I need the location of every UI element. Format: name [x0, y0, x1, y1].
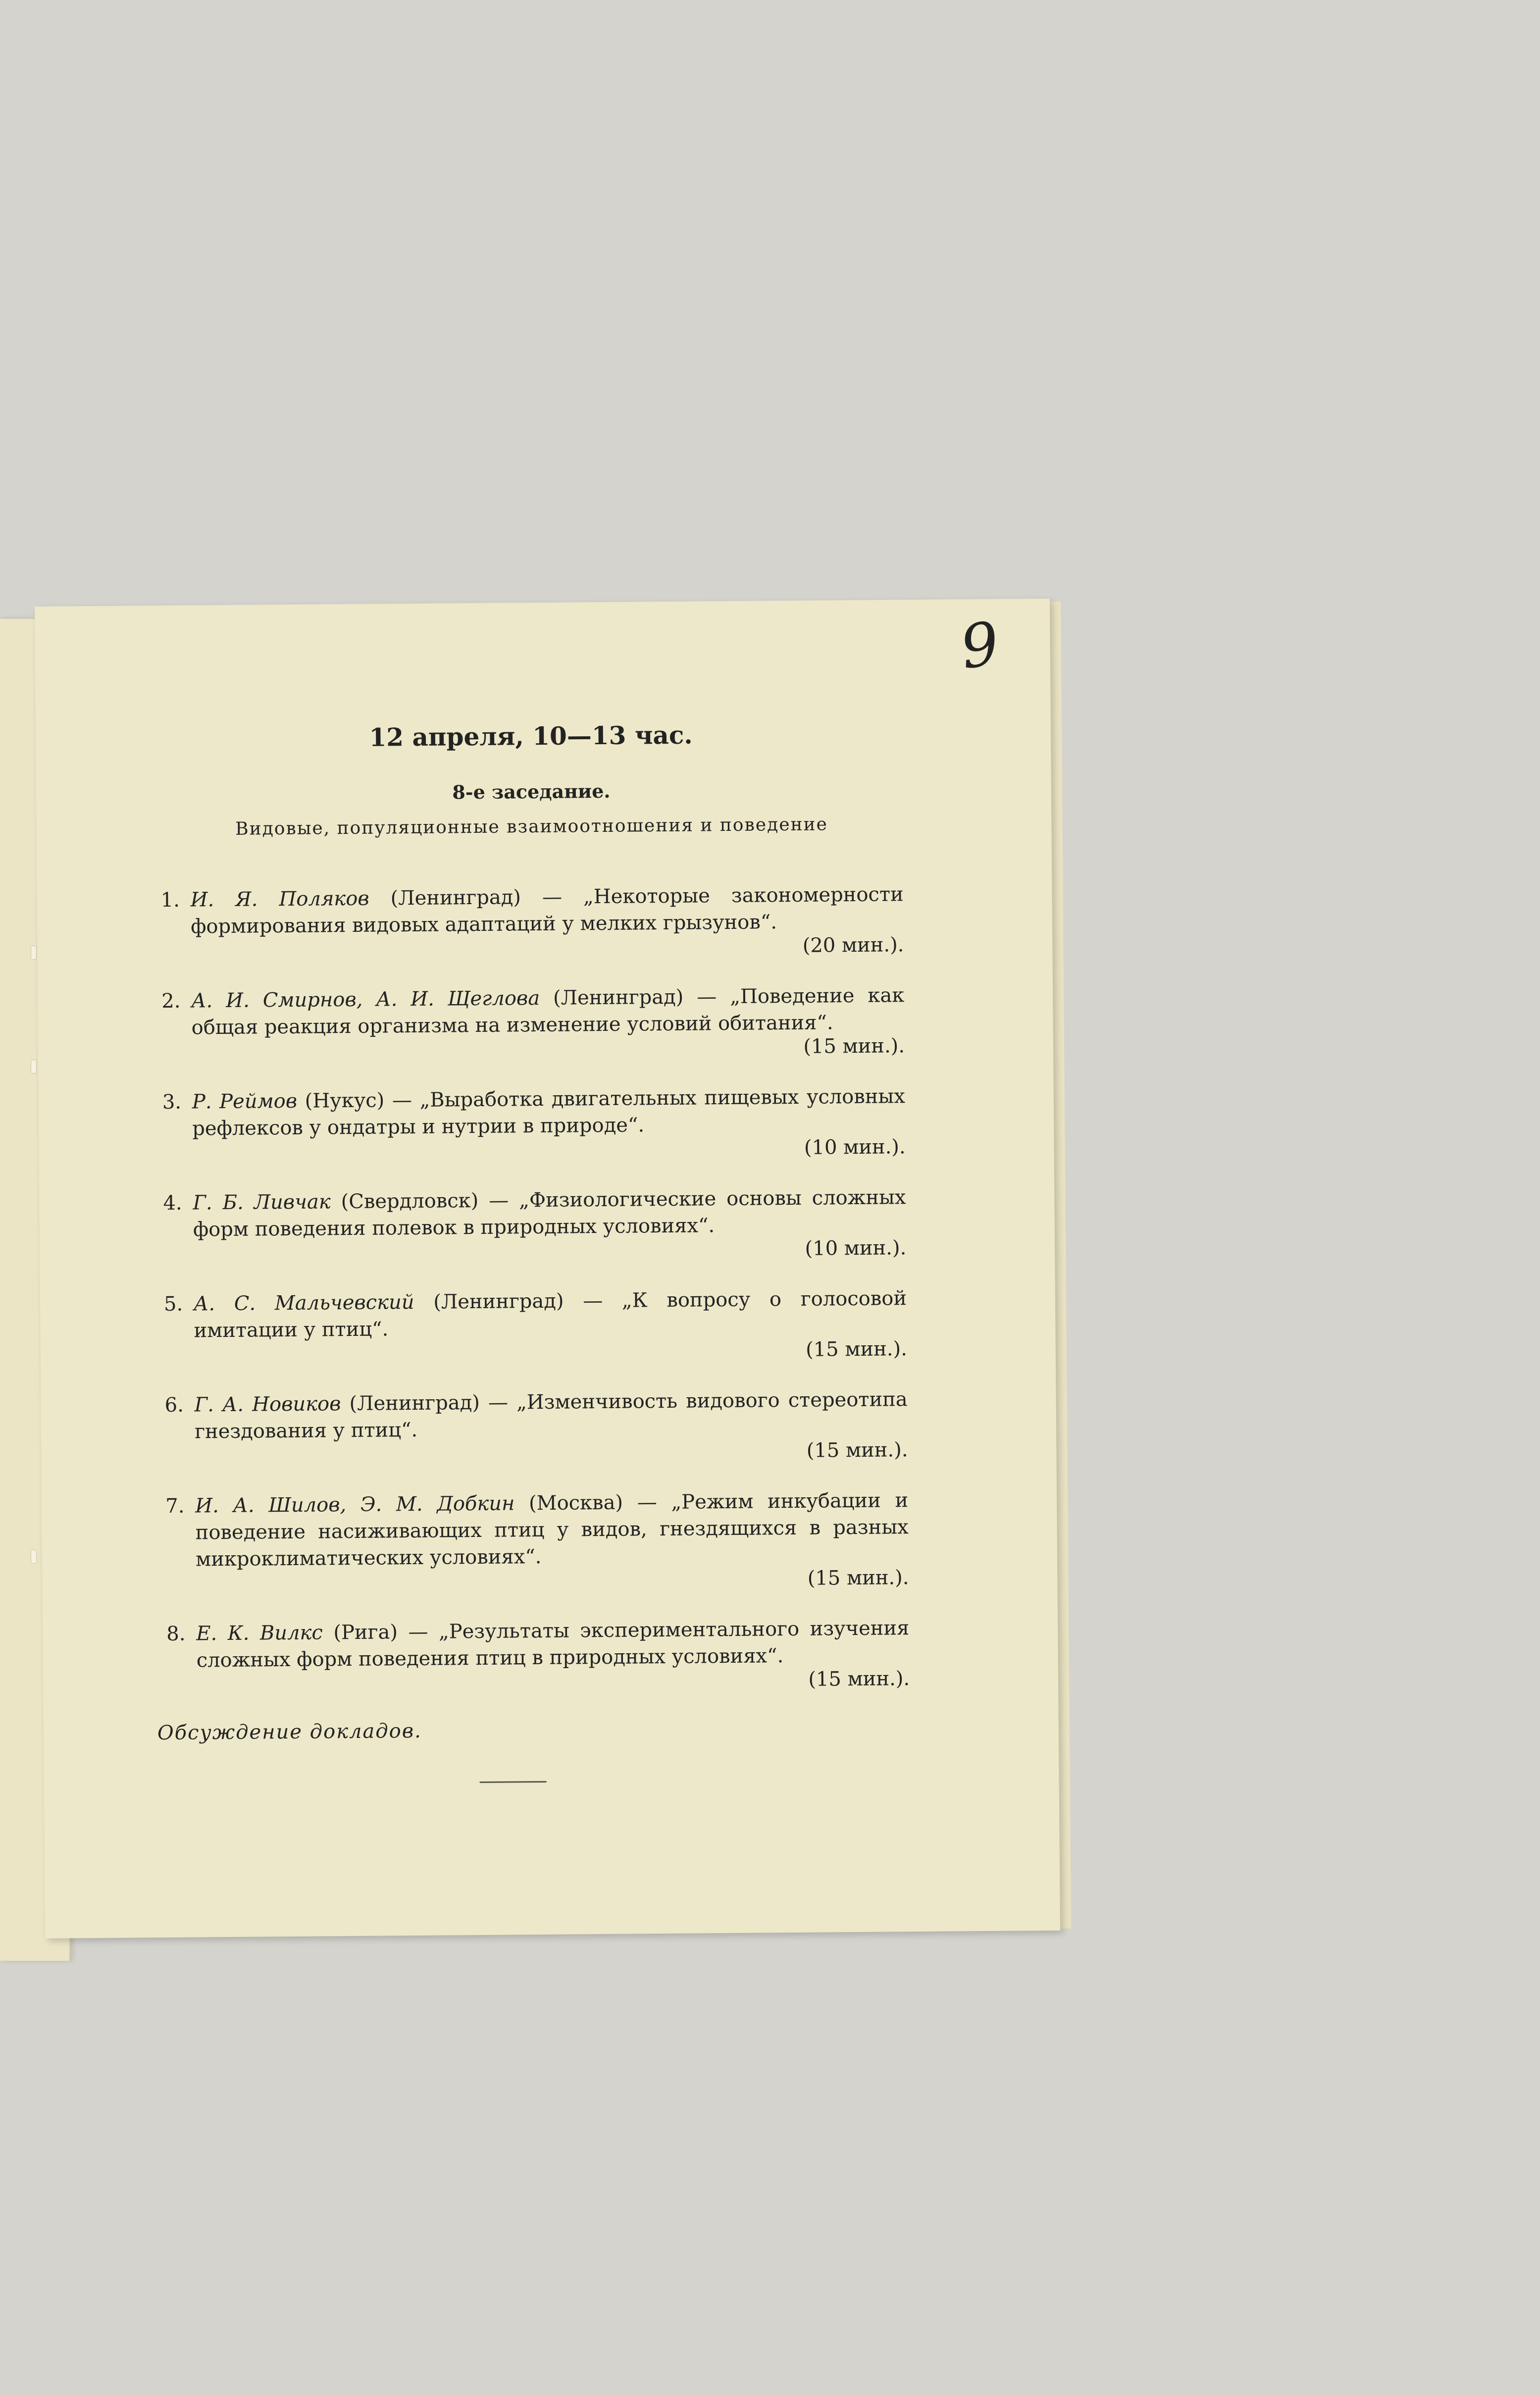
talk-duration: (15 мин.).	[803, 1034, 905, 1058]
talk-title: — „Режим инкубации и поведение насиживающих птиц у видов, гнездящихся в разных микроклиматических условиях“.	[195, 1489, 909, 1571]
binding-stitch	[31, 946, 37, 960]
page-content	[159, 718, 911, 1785]
talk-item	[160, 881, 904, 964]
talk-authors: И. Я. Поляков	[190, 887, 369, 912]
talk-number: 8.	[166, 1622, 186, 1645]
talk-title: — „Некоторые закономерности формирования видовых адаптаций у мелких грызунов“.	[190, 883, 904, 938]
talk-authors: Г. Б. Ливчак	[193, 1190, 331, 1215]
talk-title: — „Изменчивость видового стереотипа гнездования у птиц“.	[194, 1388, 908, 1443]
talk-number: 4.	[163, 1191, 182, 1215]
talk-title: — „Поведение как общая реакция организма на изменение условий обитания“.	[191, 984, 905, 1039]
talk-item	[162, 1083, 906, 1166]
talk-duration: (10 мин.).	[804, 1135, 906, 1159]
talk-authors: А. С. Мальчевский	[193, 1291, 414, 1316]
discussion-note: Обсуждение докладов.	[157, 1719, 422, 1745]
talk-authors: И. А. Шилов, Э. М. Добкин	[195, 1492, 515, 1518]
talk-number: 3.	[162, 1090, 182, 1114]
talk-number: 6.	[164, 1393, 184, 1417]
talk-number: 1.	[160, 888, 180, 912]
binding-stitch	[31, 1060, 37, 1073]
talk-number: 2.	[161, 989, 181, 1013]
talk-city: (Рига)	[333, 1621, 398, 1644]
talk-title: — „К вопросу о голосовой имитации у птиц“.	[194, 1287, 907, 1342]
talk-item	[163, 1184, 906, 1267]
talk-number: 7.	[165, 1494, 185, 1518]
talk-city: (Свердловск)	[341, 1189, 479, 1214]
talk-title: — „Результаты экспериментального изучения сложных форм поведения птиц в природных условиях“.	[196, 1617, 910, 1672]
talk-city: (Ленинград)	[433, 1289, 564, 1314]
talk-duration: (15 мин.).	[805, 1337, 908, 1361]
talk-city: (Ленинград)	[390, 886, 521, 910]
talk-duration: (15 мин.).	[808, 1667, 910, 1691]
session-subtitle: Видовые, популяционные взаимоотношения и поведение	[235, 814, 828, 839]
talk-authors: Р. Реймов	[192, 1089, 298, 1114]
talk-item	[166, 1615, 910, 1698]
talk-duration: (15 мин.).	[807, 1566, 909, 1590]
closing-rule	[480, 1781, 547, 1783]
talk-city: (Москва)	[528, 1491, 623, 1515]
talk-item	[164, 1285, 907, 1368]
date-heading: 12 апреля, 10—13 час.	[369, 720, 693, 752]
handwritten-folio-number: 9	[956, 609, 1004, 683]
talk-title: — „Физиологические основы сложных форм поведения полевок в природных условиях“.	[193, 1186, 906, 1241]
talk-authors: Е. К. Вилкс	[196, 1621, 323, 1645]
session-title: 8-е заседание.	[452, 779, 611, 804]
talk-city: (Ленинград)	[553, 985, 684, 1010]
talk-city: (Ленинград)	[349, 1391, 480, 1416]
talk-duration: (20 мин.).	[802, 933, 904, 957]
talk-item	[161, 982, 905, 1065]
talk-duration: (15 мин.).	[806, 1438, 908, 1462]
talk-duration: (10 мин.).	[805, 1236, 907, 1260]
talk-city: (Нукус)	[305, 1089, 385, 1113]
talk-item	[165, 1487, 909, 1597]
talk-number: 5.	[163, 1292, 183, 1316]
talk-authors: Г. А. Новиков	[194, 1392, 341, 1417]
talk-item	[164, 1386, 908, 1469]
binding-stitch	[31, 1550, 37, 1564]
talk-title: — „Выработка двигательных пищевых условных рефлексов у ондатры и нутрии в природе“.	[192, 1085, 906, 1140]
talk-authors: А. И. Смирнов, А. И. Щеглова	[191, 987, 540, 1013]
document-page	[35, 599, 1060, 1938]
